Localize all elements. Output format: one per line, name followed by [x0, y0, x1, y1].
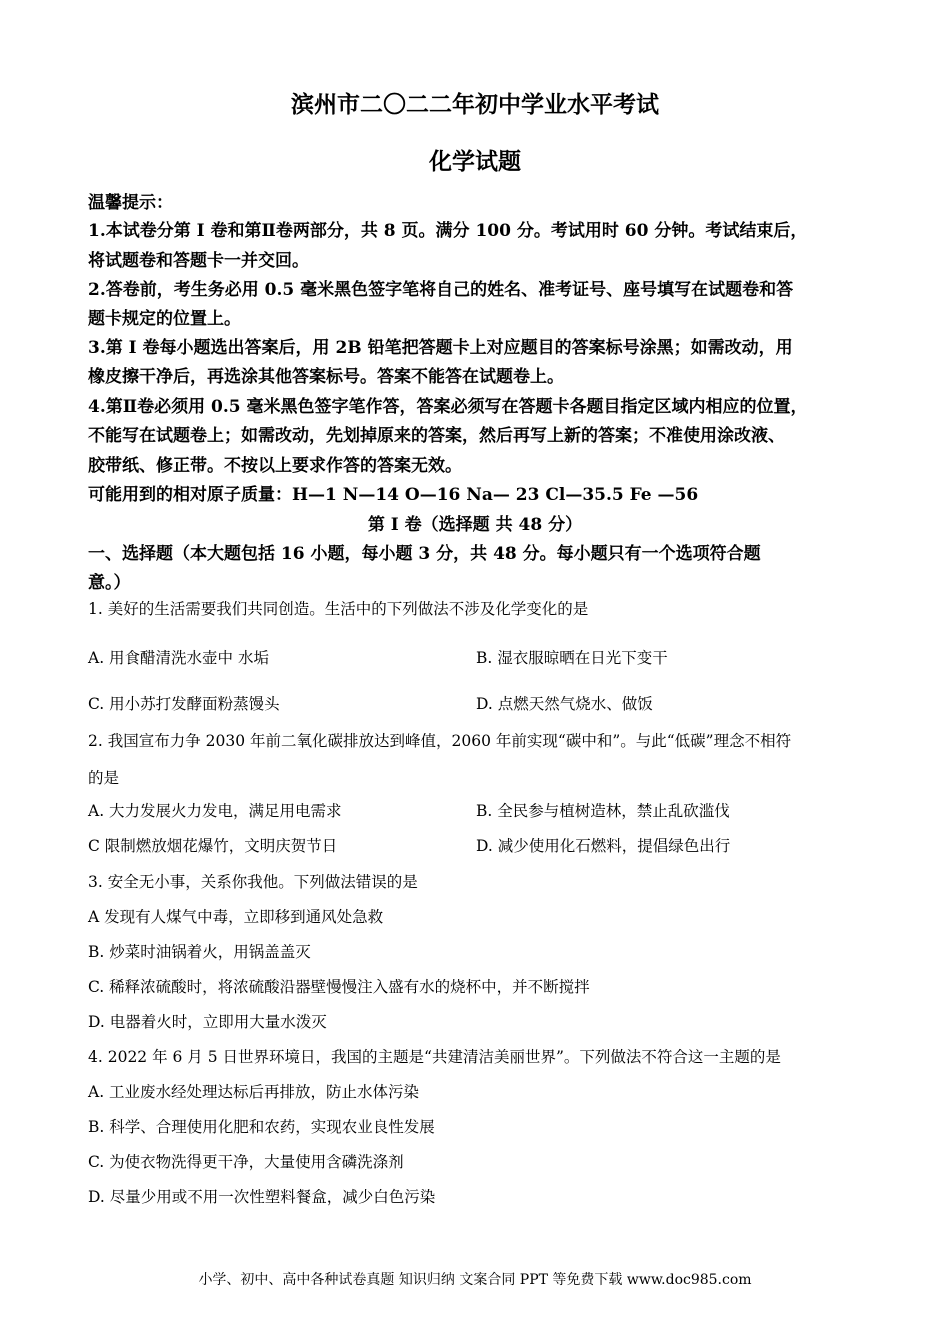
part1-heading: 第 I 卷（选择题 共 48 分）: [367, 515, 583, 535]
notice-line: 不能写在试题卷上；如需改动，先划掉原来的答案，然后再写上新的答案；不准使用涂改液、: [88, 426, 785, 446]
option-b: B. 全民参与植树造林，禁止乱砍滥伐: [476, 802, 730, 820]
option-a: A. 工业废水经处理达标后再排放，防止水体污染: [88, 1083, 420, 1101]
exam-title: 滨州市二〇二二年初中学业水平考试: [291, 91, 659, 118]
question-stem-cont: 的是: [88, 769, 120, 787]
option-d: D. 减少使用化石燃料，提倡绿色出行: [476, 837, 731, 855]
option-c: C. 用小苏打发酵面粉蒸馒头: [88, 695, 280, 713]
section-heading-cont: 意。）: [88, 573, 131, 593]
notice-line: 题卡规定的位置上。: [88, 309, 241, 329]
notice-heading: 温馨提示：: [88, 193, 173, 213]
question-stem: 4. 2022 年 6 月 5 日世界环境日，我国的主题是“共建清洁美丽世界”。下列做法不符合这一主题的是: [88, 1048, 781, 1066]
option-b: B. 湿衣服晾晒在日光下变干: [476, 649, 668, 667]
notice-line: 2.答卷前，考生务必用 0.5 毫米黑色签字笔将自己的姓名、准考证号、座号填写在试题卷和答: [88, 280, 794, 300]
option-a: A. 用食醋清洗水壶中 水垢: [88, 649, 269, 667]
option-a: A 发现有人煤气中毒，立即移到通风处急救: [88, 908, 384, 926]
option-d: D. 尽量少用或不用一次性塑料餐盒，减少白色污染: [88, 1188, 436, 1206]
notice-line: 胶带纸、修正带。不按以上要求作答的答案无效。: [88, 456, 462, 476]
notice-line: 1.本试卷分第 I 卷和第Ⅱ卷两部分，共 8 页。满分 100 分。考试用时 60 分钟。考试结束后，: [88, 221, 808, 241]
option-a: A. 大力发展火力发电，满足用电需求: [88, 802, 342, 820]
option-c: C. 稀释浓硫酸时，将浓硫酸沿器壁慢慢注入盛有水的烧杯中，并不断搅拌: [88, 978, 590, 996]
notice-line: 橡皮擦干净后，再选涂其他答案标号。答案不能答在试题卷上。: [88, 367, 564, 387]
option-d: D. 点燃天然气烧水、做饭: [476, 695, 653, 713]
section-heading: 一、选择题（本大题包括 16 小题，每小题 3 分，共 48 分。每小题只有一个选项符合题: [88, 544, 761, 564]
notice-line: 将试题卷和答题卡一并交回。: [88, 251, 309, 271]
option-c: C. 为使衣物洗得更干净，大量使用含磷洗涤剂: [88, 1153, 404, 1171]
atomic-masses: 可能用到的相对原子质量：H—1 N—14 O—16 Na— 23 Cl—35.5 Fe —56: [88, 485, 699, 505]
exam-subtitle: 化学试题: [429, 148, 521, 175]
option-b: B. 炒菜时油锅着火，用锅盖盖灭: [88, 943, 311, 961]
option-d: D. 电器着火时，立即用大量水泼灭: [88, 1013, 327, 1031]
option-c: C 限制燃放烟花爆竹，文明庆贺节日: [88, 837, 338, 855]
question-stem: 3. 安全无小事，关系你我他。下列做法错误的是: [88, 873, 418, 891]
notice-line: 4.第Ⅱ卷必须用 0.5 毫米黑色签字笔作答，答案必须写在答题卡各题目指定区域内相应的位置，: [88, 397, 808, 417]
option-b: B. 科学、合理使用化肥和农药，实现农业良性发展: [88, 1118, 435, 1136]
question-stem: 1. 美好的生活需要我们共同创造。生活中的下列做法不涉及化学变化的是: [88, 600, 589, 618]
question-stem: 2. 我国宣布力争 2030 年前二氧化碳排放达到峰值，2060 年前实现“碳中和”。与此“低碳”理念不相符: [88, 732, 792, 750]
notice-line: 3.第 I 卷每小题选出答案后，用 2B 铅笔把答题卡上对应题目的答案标号涂黑；如需改动，用: [88, 338, 793, 358]
page-footer: 小学、初中、高中各种试卷真题 知识归纳 文案合同 PPT 等免费下载 www.doc985.com: [198, 1272, 752, 1288]
